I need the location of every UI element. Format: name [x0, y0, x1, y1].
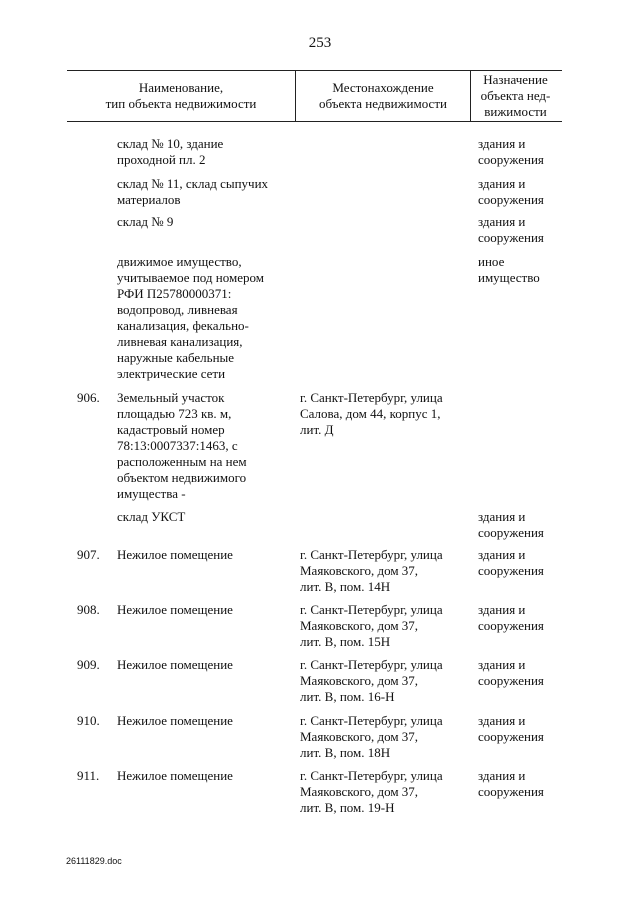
row-name: Нежилое помещение: [117, 713, 233, 728]
row-number: 909.: [77, 657, 100, 672]
row-purpose: здания и сооружения: [478, 602, 544, 633]
row-location: г. Санкт-Петербург, улица Маяковского, дом 37, лит. В, пом. 18Н: [300, 713, 443, 760]
row-purpose: здания и сооружения: [478, 214, 544, 245]
row-name: Нежилое помещение: [117, 657, 233, 672]
page-number: 253: [308, 35, 332, 51]
header-location: Местонахождение объекта недвижимости: [295, 71, 471, 121]
header-purpose: Назначение объекта нед- вижимости: [480, 72, 551, 119]
row-number: 908.: [77, 602, 100, 617]
header-name: Наименование, тип объекта недвижимости: [105, 80, 257, 111]
row-number: 910.: [77, 713, 100, 728]
row-purpose: здания и сооружения: [478, 509, 544, 540]
row-name: движимое имущество, учитываемое под номером РФИ П25780000371: водопровод, ливневая канализация, фекально- ливневая канализация, наружные кабельные электрические сети: [117, 254, 264, 381]
row-purpose: здания и сооружения: [478, 136, 544, 167]
row-name: склад № 11, склад сыпучих материалов: [117, 176, 269, 207]
row-location: г. Санкт-Петербург, улица Маяковского, дом 37, лит. В, пом. 19-Н: [300, 768, 443, 815]
row-location: г. Санкт-Петербург, улица Маяковского, дом 37, лит. В, пом. 14Н: [300, 547, 443, 594]
row-number: 911.: [77, 768, 100, 783]
table-header: [67, 70, 562, 122]
row-name: склад № 10, здание проходной пл. 2: [117, 136, 224, 167]
row-name: Нежилое помещение: [117, 602, 233, 617]
row-purpose: иное имущество: [478, 254, 540, 285]
row-location: г. Санкт-Петербург, улица Маяковского, дом 37, лит. В, пом. 16-Н: [300, 657, 443, 704]
row-name: Нежилое помещение: [117, 547, 233, 562]
row-location: г. Санкт-Петербург, улица Салова, дом 44, корпус 1, лит. Д: [300, 390, 443, 437]
row-purpose: здания и сооружения: [478, 768, 544, 799]
row-location: г. Санкт-Петербург, улица Маяковского, дом 37, лит. В, пом. 15Н: [300, 602, 443, 649]
footer-filename: 26111829.doc: [66, 856, 122, 866]
row-name: склад УКСТ: [117, 509, 186, 524]
row-number: 907.: [77, 547, 100, 562]
row-purpose: здания и сооружения: [478, 657, 544, 688]
row-number: 906.: [77, 390, 100, 405]
row-name: Земельный участок площадью 723 кв. м, кадастровый номер 78:13:0007337:1463, с расположенным на нем объектом недвижимого имущества -: [117, 390, 247, 501]
row-name: Нежилое помещение: [117, 768, 233, 783]
row-name: склад № 9: [117, 214, 174, 229]
row-purpose: здания и сооружения: [478, 713, 544, 744]
row-purpose: здания и сооружения: [478, 547, 544, 578]
row-purpose: здания и сооружения: [478, 176, 544, 207]
